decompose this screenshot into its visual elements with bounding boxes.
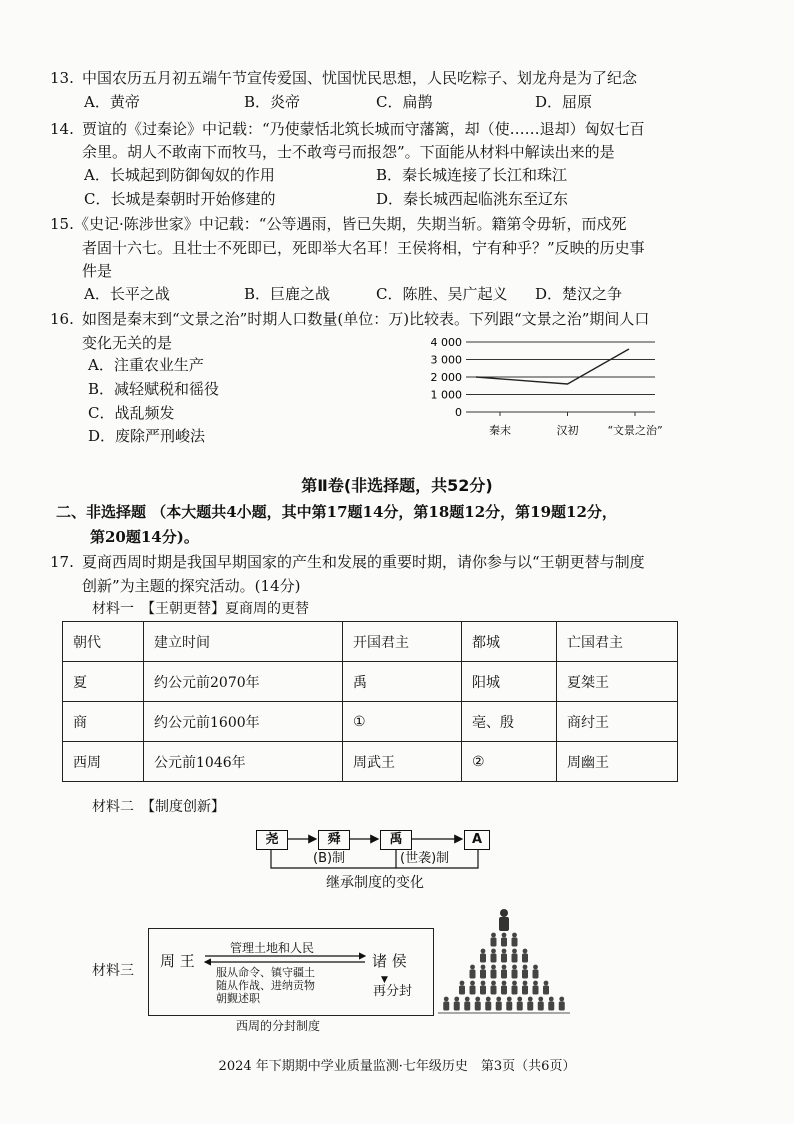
q14-stem-line2: 余里。胡人不敢南下而牧马，士不敢弯弓而报怨”。下面能从材料中解读出来的是: [82, 143, 615, 161]
figure-body: [548, 1002, 554, 1011]
figure-body: [512, 954, 518, 963]
q14-stem-line1: 贾谊的《过秦论》中记载：“乃使蒙恬北筑长城而守藩篱，却（使……退却）匈奴七百: [82, 120, 645, 138]
q17-stem-line2: 创新”为主题的探究活动。(14分): [82, 577, 301, 595]
node-yao: 尧: [256, 830, 288, 850]
material1-label: 材料一 【王朝更替】夏商周的更替: [92, 601, 309, 617]
population-line-chart: [420, 330, 690, 440]
q13-option-b: B．炎帝: [244, 93, 301, 111]
figure-head: [523, 949, 528, 954]
figure-body: [491, 970, 497, 979]
duty-line-3: 朝觐述职: [216, 992, 260, 1005]
y-tick-label: 1 000: [430, 388, 462, 402]
figure-head: [502, 933, 507, 938]
figure-body: [512, 970, 518, 979]
down-arrow-icon: ▼: [381, 975, 388, 985]
figure-body: [459, 986, 465, 995]
figure-head: [507, 997, 512, 1002]
figure-head: [512, 981, 517, 986]
figure-body: [443, 1002, 449, 1011]
figure-head: [512, 965, 517, 970]
figure-body: [506, 1002, 512, 1011]
q16-option-d: D．废除严刑峻法: [88, 427, 206, 445]
q15-number: 15.: [50, 215, 74, 233]
table-cell: 周武王: [343, 742, 462, 782]
q15-stem-line3: 件是: [82, 262, 113, 280]
figure-body: [491, 986, 497, 995]
figure-head: [502, 949, 507, 954]
q15-option-b: B．巨鹿之战: [244, 285, 331, 303]
table-cell: 约公元前1600年: [144, 702, 343, 742]
figure-head: [486, 997, 491, 1002]
q15-option-d: D．楚汉之争: [535, 285, 623, 303]
arrow-top-label: 管理土地和人民: [230, 941, 315, 955]
figure-body: [543, 986, 549, 995]
table-row: [63, 662, 678, 702]
figure-body: [480, 970, 486, 979]
sub-enfeoffment-label: 再分封: [373, 984, 413, 999]
figure-head: [444, 997, 449, 1002]
q17-number: 17.: [50, 553, 74, 571]
figure-body: [538, 1002, 544, 1011]
section-heading-line1: 二、非选择题 （本大题共4小题，其中第17题14分，第18题12分，第19题12分，: [56, 503, 617, 521]
table-header-cell: 亡国君主: [557, 622, 678, 662]
figure-body: [512, 938, 518, 947]
figure-head: [512, 949, 517, 954]
x-tick-label: 汉初: [556, 424, 579, 437]
figure-body: [470, 986, 476, 995]
table-cell: 商: [63, 702, 144, 742]
q14-option-c: C．长城是秦朝时开始修建的: [84, 190, 276, 208]
material2-label: 材料二 【制度创新】: [92, 799, 225, 815]
node-shun: 舜: [318, 830, 350, 850]
label-hereditary-system: (世袭)制: [400, 851, 450, 866]
figure-head: [496, 997, 501, 1002]
x-tick-label: 秦末: [489, 424, 511, 437]
y-tick-label: 0: [455, 406, 462, 419]
king-label: 周 王: [160, 952, 195, 970]
figure-head: [502, 981, 507, 986]
table-cell: 商纣王: [557, 702, 678, 742]
duty-line-2: 随从作战、进纳贡物: [216, 979, 315, 992]
figure-head: [528, 997, 533, 1002]
table-row: [63, 742, 678, 782]
q13-option-d: D．屈原: [535, 93, 593, 111]
node-yu: 禹: [380, 830, 412, 850]
figure-body: [485, 1002, 491, 1011]
figure-body: [501, 938, 507, 947]
q15-stem-line1: 《史记·陈涉世家》中记载：“公等遇雨，皆已失期，失期当斩。籍第令毋斩，而戍死: [74, 215, 627, 233]
q16-option-a: A．注重农业生产: [88, 356, 204, 374]
dynasty-table: [62, 621, 678, 782]
figure-head: [523, 981, 528, 986]
q13-option-a: A．黄帝: [84, 93, 140, 111]
figure-head: [454, 997, 459, 1002]
figure-body: [491, 954, 497, 963]
table-cell: 约公元前2070年: [144, 662, 343, 702]
figure-head: [481, 965, 486, 970]
figure-head: [470, 981, 475, 986]
figure-head: [502, 965, 507, 970]
table-cell: ①: [343, 702, 462, 742]
figure-head: [470, 965, 475, 970]
table-header-cell: 开国君主: [343, 622, 462, 662]
figure-head: [549, 997, 554, 1002]
figure-body: [527, 1002, 533, 1011]
figure-body: [454, 1002, 460, 1011]
y-tick-label: 4 000: [430, 336, 462, 349]
figure-body: [475, 1002, 481, 1011]
figure-head: [475, 997, 480, 1002]
figure-body: [470, 970, 476, 979]
hierarchy-pyramid-illustration: [434, 905, 574, 1017]
table-cell: 夏: [63, 662, 144, 702]
y-tick-label: 2 000: [430, 371, 462, 384]
figure-body: [501, 954, 507, 963]
page-footer: 2024 年下期期中学业质量监测·七年级历史 第3页（共6页）: [218, 1059, 576, 1074]
q14-option-d: D．秦长城西起临洮东至辽东: [376, 190, 569, 208]
figure-head: [491, 965, 496, 970]
table-cell: 亳、殷: [462, 702, 557, 742]
figure-body: [501, 970, 507, 979]
q16-number: 16.: [50, 310, 74, 328]
figure-body: [522, 970, 528, 979]
table-cell: 夏桀王: [557, 662, 678, 702]
figure-head: [491, 981, 496, 986]
table-header-row: [63, 622, 678, 662]
q14-option-a: A．长城起到防御匈奴的作用: [84, 166, 275, 184]
table-cell: 公元前1046年: [144, 742, 343, 782]
table-header-cell: 朝代: [63, 622, 144, 662]
figure-head: [512, 933, 517, 938]
figure-body: [480, 954, 486, 963]
duty-line-1: 服从命令、镇守疆土: [216, 966, 315, 979]
figure-body: [464, 1002, 470, 1011]
figure-head: [533, 965, 538, 970]
q13-option-c: C．扁鹊: [376, 93, 433, 111]
figure-body: [517, 1002, 523, 1011]
part2-title: 第Ⅱ卷(非选择题，共52分): [301, 476, 493, 495]
figure-head: [481, 949, 486, 954]
figure-body: [512, 986, 518, 995]
material3-label: 材料三: [92, 963, 134, 979]
q16-option-b: B．减轻赋税和徭役: [88, 380, 220, 398]
figure-body: [522, 954, 528, 963]
table-cell: 阳城: [462, 662, 557, 702]
q16-option-c: C．战乱频发: [88, 404, 175, 422]
figure-body: [533, 986, 539, 995]
succession-arrows: [250, 824, 500, 874]
table-header-cell: 建立时间: [144, 622, 343, 662]
figure-head: [465, 997, 470, 1002]
figure-body: [491, 938, 497, 947]
y-tick-label: 3 000: [430, 353, 462, 367]
figure-body: [501, 986, 507, 995]
section-heading-line2: 第20题14分)。: [90, 528, 199, 546]
figure-body: [480, 986, 486, 995]
population-series-line: [476, 349, 629, 384]
q13-number: 13.: [50, 69, 74, 87]
figure-head: [538, 997, 543, 1002]
q14-option-b: B．秦长城连接了长江和珠江: [376, 166, 568, 184]
figure-head: [491, 933, 496, 938]
node-a: A: [464, 830, 490, 850]
x-tick-label: “文景之治”: [607, 424, 663, 437]
table-cell: 西周: [63, 742, 144, 782]
figure-head: [460, 981, 465, 986]
figure-head: [523, 965, 528, 970]
figure-head: [517, 997, 522, 1002]
q13-stem: 中国农历五月初五端午节宣传爱国、忧国忧民思想，人民吃粽子、划龙舟是为了纪念: [82, 69, 638, 87]
fengjian-caption: 西周的分封制度: [236, 1019, 321, 1033]
q16-stem-line1: 如图是秦末到“文景之治”时期人口数量(单位：万)比较表。下列跟“文景之治”期间人口: [82, 310, 650, 328]
figure-body: [559, 1002, 565, 1011]
table-cell: ②: [462, 742, 557, 782]
q15-stem-line2: 者固十六七。且壮士不死即已，死即举大名耳！王侯将相，宁有种乎？”反映的历史事: [82, 239, 645, 257]
q15-option-a: A．长平之战: [84, 285, 170, 303]
figure-body: [522, 986, 528, 995]
label-b-system: (B)制: [313, 851, 346, 866]
figure-body: [533, 970, 539, 979]
q14-number: 14.: [50, 120, 74, 138]
table-row: [63, 702, 678, 742]
q15-option-c: C．陈胜、吴广起义: [376, 285, 508, 303]
figure-body: [496, 1002, 502, 1011]
succession-caption: 继承制度的变化: [326, 875, 424, 891]
figure-head: [559, 997, 564, 1002]
vassal-label: 诸 侯: [372, 952, 407, 970]
figure-head: [481, 981, 486, 986]
table-cell: 周幽王: [557, 742, 678, 782]
figure-head: [491, 949, 496, 954]
table-header-cell: 都城: [462, 622, 557, 662]
figure-head: [533, 981, 538, 986]
q16-stem-line2: 变化无关的是: [82, 334, 173, 352]
table-cell: 禹: [343, 662, 462, 702]
figure-head: [544, 981, 549, 986]
q17-stem-line1: 夏商西周时期是我国早期国家的产生和发展的重要时期，请你参与以“王朝更替与制度: [82, 553, 645, 571]
